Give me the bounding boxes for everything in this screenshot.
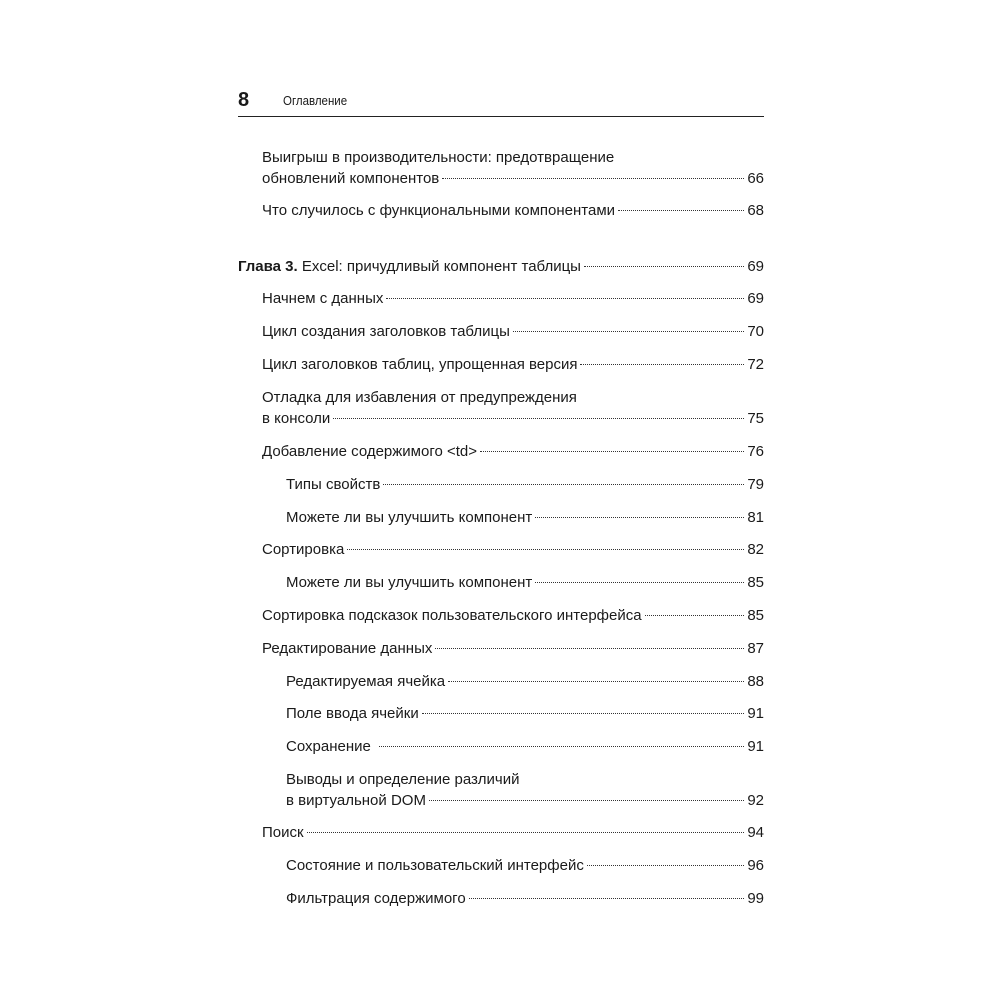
toc-entry-title: Добавление содержимого <td>	[262, 443, 478, 460]
toc-entry-title: Редактируемая ячейка	[286, 673, 446, 690]
dot-leader	[587, 865, 744, 866]
dot-leader	[584, 266, 744, 267]
toc-entry	[262, 288, 764, 309]
toc-entry-title: Цикл заголовков таблиц, упрощенная версия	[262, 356, 578, 373]
toc-chapter-entry	[238, 256, 764, 277]
toc-subentry	[286, 671, 764, 692]
toc-entry	[262, 321, 764, 342]
toc-entry-title: Сохранение	[286, 738, 371, 755]
toc-entry-page: 76	[747, 443, 764, 460]
toc-entry	[262, 147, 764, 189]
toc-entry	[262, 822, 764, 843]
dot-leader	[379, 746, 744, 747]
toc-entry-title: Сортировка подсказок пользовательского интерфейса	[262, 607, 642, 624]
toc-entry	[262, 441, 764, 462]
toc-entry	[262, 605, 764, 626]
toc-subentry	[286, 703, 764, 724]
dot-leader	[535, 582, 744, 583]
chapter-title-text: Excel: причудливый компонент таблицы	[301, 258, 581, 275]
toc-entry-page: 72	[747, 356, 764, 373]
dot-leader	[469, 898, 745, 899]
dot-leader	[645, 615, 745, 616]
toc-entry-page: 81	[747, 509, 764, 526]
toc-entry-page: 92	[747, 792, 764, 809]
toc-subentry	[286, 769, 764, 811]
toc-entry-title: Можете ли вы улучшить компонент	[286, 509, 533, 526]
dot-leader	[333, 418, 744, 419]
running-head: Оглавление	[283, 94, 348, 108]
dot-leader	[580, 364, 744, 365]
toc-entry-page: 91	[747, 738, 764, 755]
toc-entry-title: Поиск	[262, 824, 304, 841]
toc-entry-title: Поле ввода ячейки	[286, 705, 419, 722]
dot-leader	[480, 451, 744, 452]
dot-leader	[347, 549, 744, 550]
toc-entry-page: 85	[747, 607, 764, 624]
toc-entry-title: в виртуальной DOM	[286, 792, 426, 809]
toc-entry-title: Что случилось с функциональными компонентами	[262, 202, 616, 219]
dot-leader	[618, 210, 744, 211]
toc-entry-page: 96	[747, 857, 764, 874]
chapter-label: Глава 3.	[238, 258, 298, 275]
toc-entry-page: 87	[747, 640, 764, 657]
toc-entry-page: 82	[747, 541, 764, 558]
toc-entry-title: Начнем с данных	[262, 290, 384, 307]
toc-entry-title-line1: Выигрыш в производительности: предотвращение	[262, 149, 615, 166]
toc-entry-page: 85	[747, 574, 764, 591]
page-number: 8	[238, 89, 250, 111]
dot-leader	[435, 648, 744, 649]
toc-entry	[262, 387, 764, 429]
toc-entry-title: Цикл создания заголовков таблицы	[262, 323, 510, 340]
toc-entry-page: 94	[747, 824, 764, 841]
toc-subentry	[286, 474, 764, 495]
toc-entry-page: 88	[747, 673, 764, 690]
dot-leader	[422, 713, 745, 714]
dot-leader	[383, 484, 744, 485]
dot-leader	[513, 331, 744, 332]
toc-entry-title: в консоли	[262, 410, 331, 427]
toc-entry	[262, 539, 764, 560]
toc-chapter-title	[238, 256, 581, 277]
toc-entry-title: обновлений компонентов	[262, 170, 440, 187]
toc-entry-page: 68	[747, 202, 764, 219]
toc-entry-page: 66	[747, 170, 764, 187]
toc-entry	[262, 354, 764, 375]
toc-entry-page: 69	[747, 258, 764, 275]
toc-entry-title-line1: Выводы и определение различий	[286, 771, 520, 788]
toc-entry	[262, 638, 764, 659]
dot-leader	[429, 800, 744, 801]
toc-subentry	[286, 507, 764, 528]
dot-leader	[307, 832, 745, 833]
toc-subentry	[286, 888, 764, 909]
dot-leader	[535, 517, 744, 518]
page-header	[238, 88, 764, 117]
toc-entry-title-line1: Отладка для избавления от предупреждения	[262, 389, 577, 406]
toc-entry-page: 91	[747, 705, 764, 722]
toc-entry-title: Фильтрация содержимого	[286, 890, 466, 907]
toc-entry-title: Редактирование данных	[262, 640, 433, 657]
dot-leader	[448, 681, 744, 682]
toc-entry-title: Типы свойств	[286, 476, 381, 493]
dot-leader	[442, 178, 744, 179]
toc-entry-page: 70	[747, 323, 764, 340]
toc-entry-page: 75	[747, 410, 764, 427]
toc-entry	[262, 200, 764, 221]
toc-entry-page: 79	[747, 476, 764, 493]
dot-leader	[386, 298, 744, 299]
toc-subentry	[286, 855, 764, 876]
toc-entry-title: Состояние и пользовательский интерфейс	[286, 857, 584, 874]
toc-subentry	[286, 572, 764, 593]
toc-entry-title: Можете ли вы улучшить компонент	[286, 574, 533, 591]
toc-subentry	[286, 736, 764, 757]
toc-entry-title: Сортировка	[262, 541, 345, 558]
toc-entry-page: 99	[747, 890, 764, 907]
toc-entry-page: 69	[747, 290, 764, 307]
